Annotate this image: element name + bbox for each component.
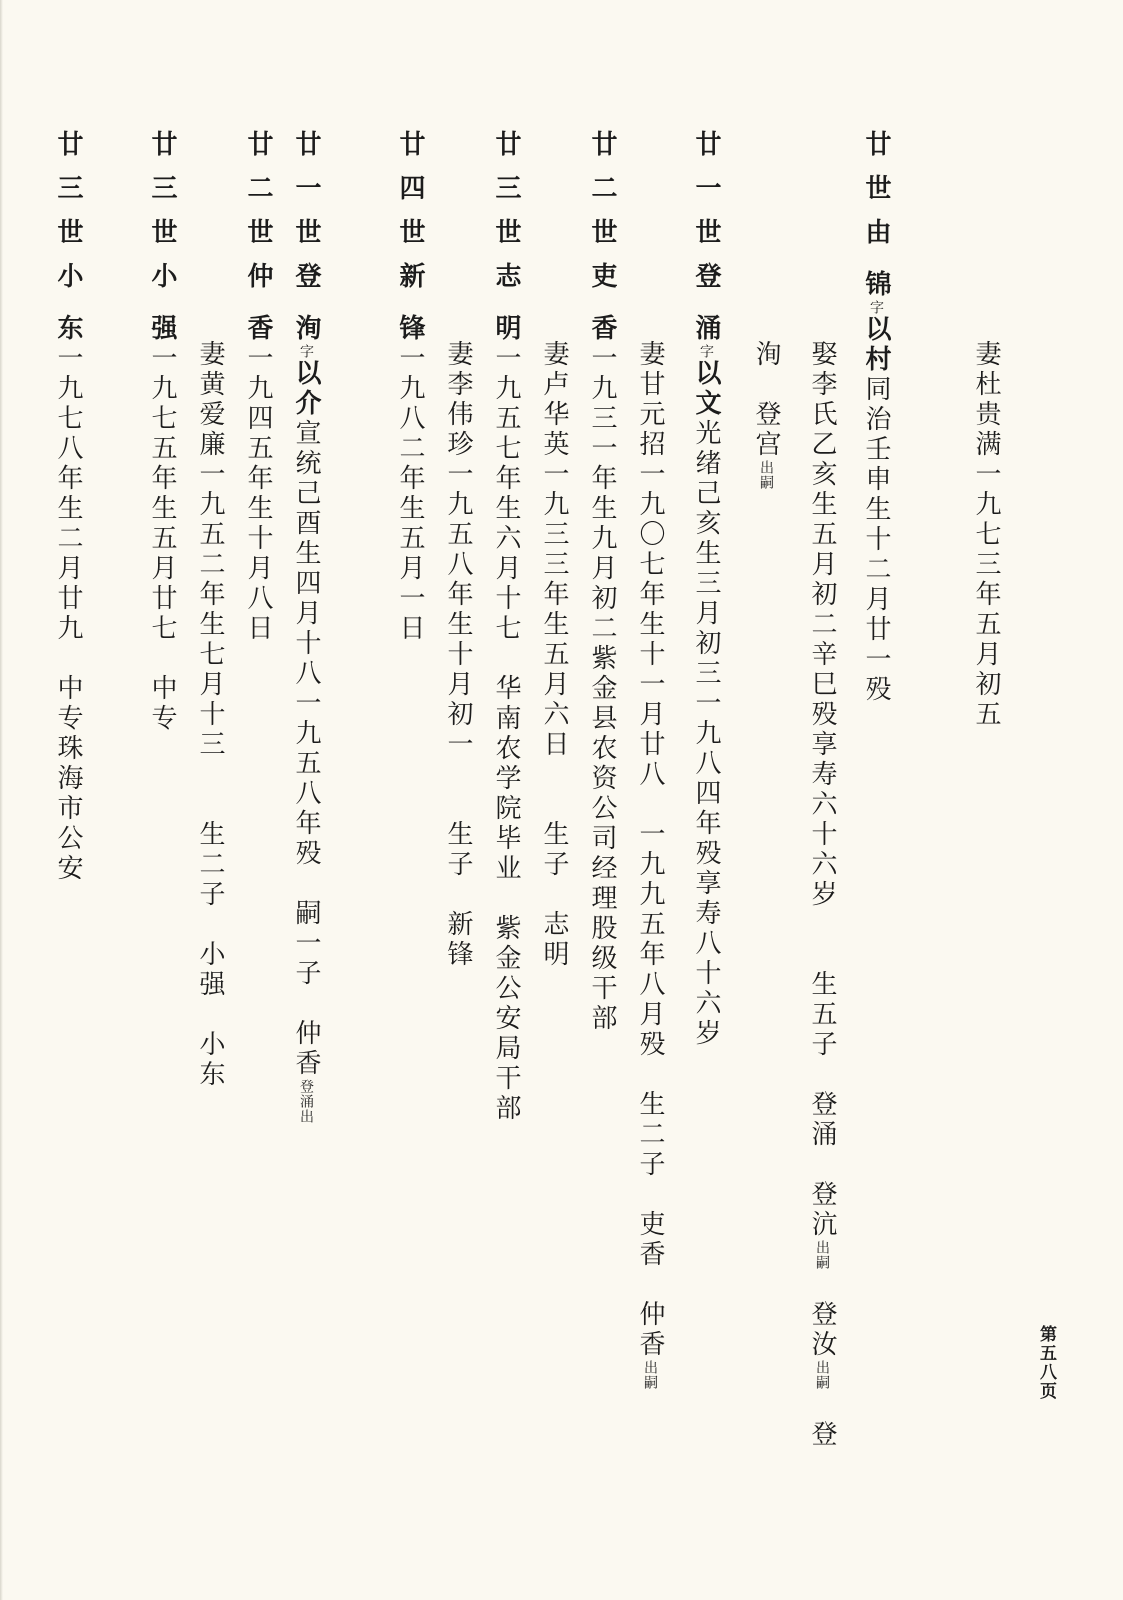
annotation: 出嗣 <box>758 460 774 490</box>
person-name: 新 <box>395 262 425 314</box>
text-column <box>634 340 666 1390</box>
record-text: 妻杜贵满一九七三年五月初五 <box>971 340 1001 730</box>
text-column <box>860 130 892 705</box>
text-column <box>806 340 838 1450</box>
record-text: 登汝 <box>807 1270 837 1360</box>
text-column <box>442 340 474 970</box>
text-column <box>146 130 178 734</box>
person-name: 锋 <box>395 314 425 344</box>
person-name: 由 <box>861 218 891 270</box>
annotation: 出嗣 <box>814 1240 830 1270</box>
generation-label: 廿二世 <box>243 130 273 262</box>
record-text: 一九八二年生五月一日 <box>395 344 425 644</box>
person-name: 登 <box>291 262 321 314</box>
annotation: 登涌出 <box>298 1079 314 1124</box>
text-column <box>242 130 274 644</box>
page-number: 第五八页 <box>1036 1325 1056 1401</box>
text-column <box>750 340 782 490</box>
record-text: 洵 登宫 <box>751 340 781 460</box>
generation-label: 廿三世 <box>491 130 521 262</box>
record-text: 宣统己酉生四月十八一九五八年殁 嗣一子 仲香 <box>291 419 321 1079</box>
text-column <box>586 130 618 1034</box>
generation-label: 廿一世 <box>691 130 721 262</box>
courtesy-name: 以文 <box>691 359 721 419</box>
record-text: 妻黄爱廉一九五二年生七月十三 生二子 小强 小东 <box>195 340 225 1090</box>
person-name: 小 <box>147 262 177 314</box>
generation-label: 廿三世 <box>53 130 83 262</box>
text-column <box>490 130 522 1124</box>
person-name: 洵 <box>291 314 321 344</box>
text-column <box>290 130 322 1124</box>
person-name: 东 <box>53 314 83 344</box>
record-text: 一九三一年生九月初二紫金县农资公司经理股级干部 <box>587 344 617 1034</box>
text-column <box>194 340 226 1090</box>
person-name: 志 <box>491 262 521 314</box>
person-name: 香 <box>243 314 273 344</box>
annotation: 出嗣 <box>814 1360 830 1390</box>
person-name: 锦 <box>861 270 891 300</box>
generation-label: 廿世 <box>861 130 891 218</box>
record-text: 妻李伟珍一九五八年生十月初一 生子 新锋 <box>443 340 473 970</box>
scan-edge <box>0 0 3 1600</box>
text-column <box>970 340 1002 730</box>
record-text: 同治壬申生十二月廿一殁 <box>861 375 891 705</box>
generation-label: 廿四世 <box>395 130 425 262</box>
courtesy-name: 以介 <box>291 359 321 419</box>
person-name: 登 <box>691 262 721 314</box>
courtesy-mark: 字 <box>868 300 884 315</box>
person-name: 涌 <box>691 314 721 344</box>
record-text: 一九四五年生十月八日 <box>243 344 273 644</box>
generation-label: 廿一世 <box>291 130 321 262</box>
person-name: 仲 <box>243 262 273 314</box>
text-column <box>394 130 426 644</box>
annotation: 出嗣 <box>642 1360 658 1390</box>
record-text: 登 <box>807 1390 837 1450</box>
person-name: 小 <box>53 262 83 314</box>
person-name: 明 <box>491 314 521 344</box>
person-name: 吏 <box>587 262 617 314</box>
text-column <box>538 340 570 970</box>
record-text: 一九七五年生五月廿七 中专 <box>147 344 177 734</box>
courtesy-mark: 字 <box>698 344 714 359</box>
record-text: 一九七八年生二月廿九 中专珠海市公安 <box>53 344 83 884</box>
person-name: 强 <box>147 314 177 344</box>
courtesy-name: 以村 <box>861 315 891 375</box>
record-text: 妻甘元招一九〇七年生十一月廿八 一九九五年八月殁 生二子 吏香 仲香 <box>635 340 665 1360</box>
text-column <box>52 130 84 884</box>
text-column <box>690 130 722 1049</box>
record-text: 娶李氏乙亥生五月初二辛巳殁享寿六十六岁 生五子 登涌 登沆 <box>807 340 837 1240</box>
person-name: 香 <box>587 314 617 344</box>
record-text: 光绪己亥生三月初三一九八四年殁享寿八十六岁 <box>691 419 721 1049</box>
record-text: 一九五七年生六月十七 华南农学院毕业 紫金公安局干部 <box>491 344 521 1124</box>
courtesy-mark: 字 <box>298 344 314 359</box>
generation-label: 廿二世 <box>587 130 617 262</box>
record-text: 妻卢华英一九三三年生五月六日 生子 志明 <box>539 340 569 970</box>
generation-label: 廿三世 <box>147 130 177 262</box>
